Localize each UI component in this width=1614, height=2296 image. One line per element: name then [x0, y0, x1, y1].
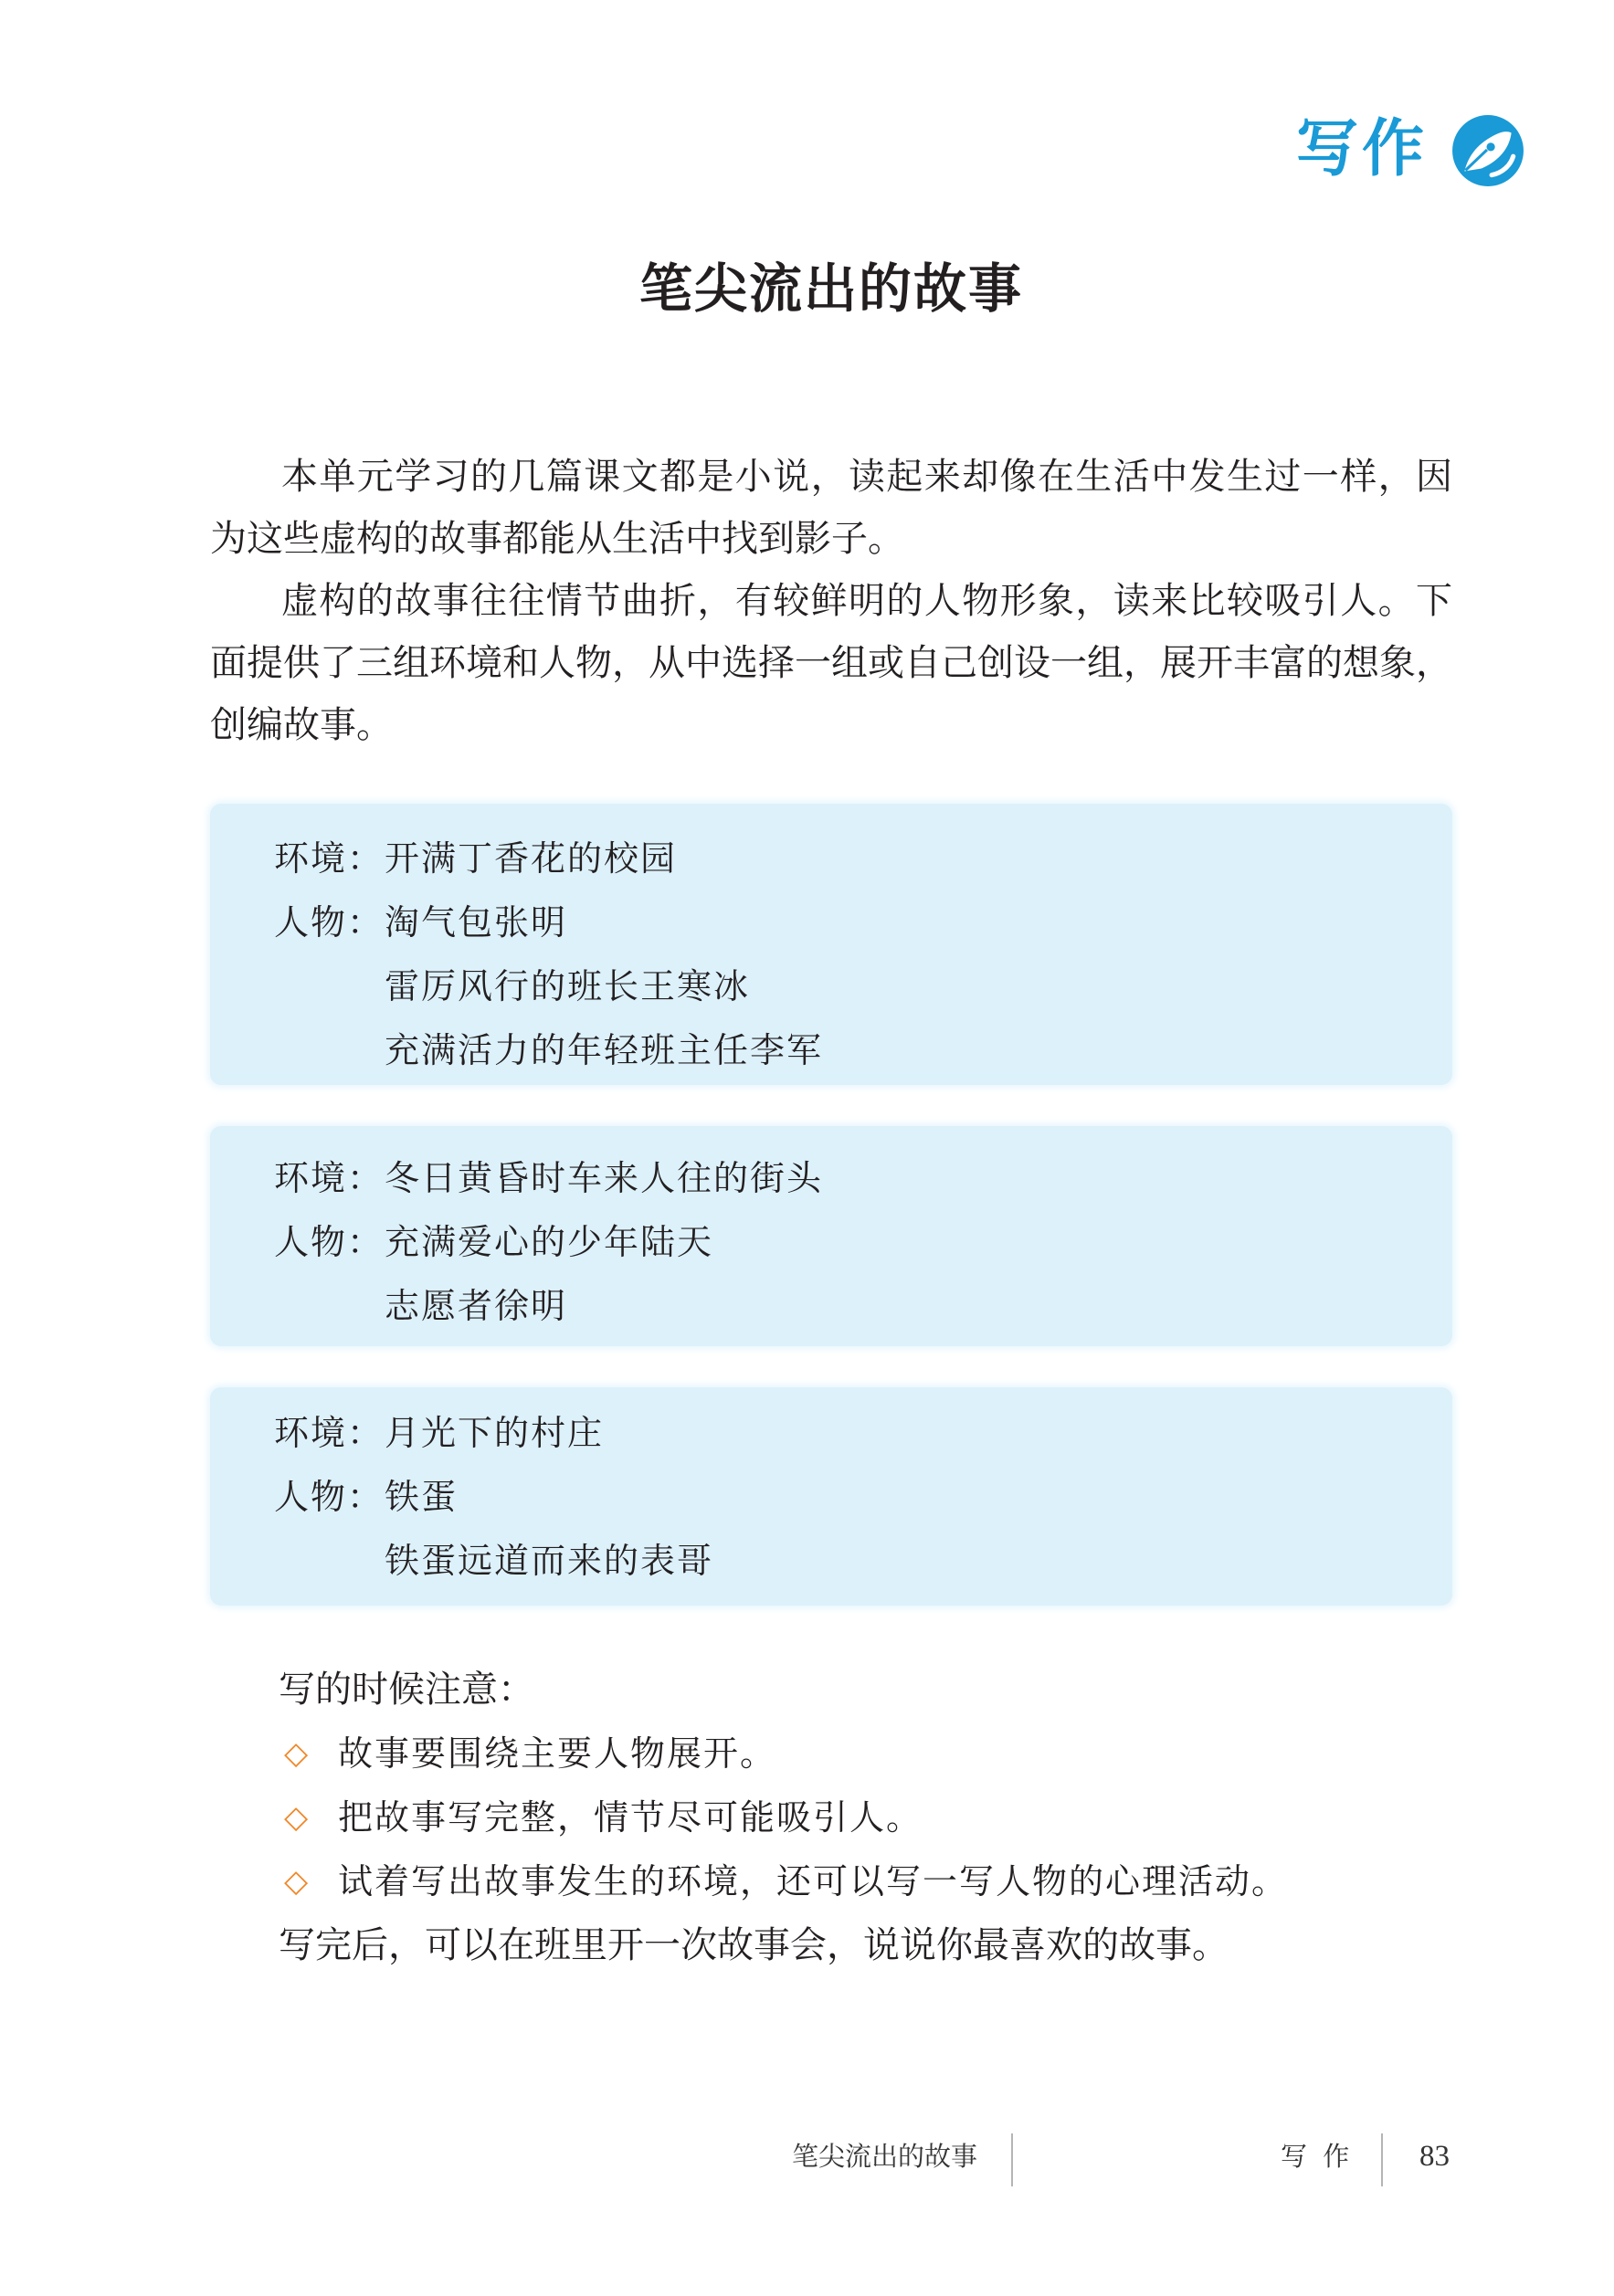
intro-paragraph-2: [210, 570, 1452, 756]
intro-paragraph-1: [210, 446, 1452, 570]
character-name: 充满活力的年轻班主任李军: [385, 1030, 824, 1070]
writing-notes: [279, 1658, 1452, 1977]
scenario-box-1: [210, 804, 1452, 1085]
environment-label: 环境：: [274, 838, 385, 879]
scenario-box-3: [210, 1387, 1452, 1606]
intro-text: [210, 446, 1452, 756]
characters-row: [274, 954, 1452, 1018]
characters-label: 人物：: [274, 1477, 385, 1517]
diamond-bullet-icon: ◇: [284, 1735, 309, 1772]
characters-row: [274, 1018, 1452, 1082]
footer-section: 写 作: [1281, 2141, 1354, 2172]
paragraph-line: 面提供了三组环境和人物，从中选择一组或自己创设一组，展开丰富的想象，: [210, 642, 1452, 684]
characters-row: [274, 1210, 1452, 1274]
page-title: 笔尖流出的故事: [638, 258, 1023, 320]
characters-label: 人物：: [274, 1222, 385, 1262]
footer-divider: [1381, 2133, 1383, 2186]
footer-lesson-title: 笔尖流出的故事: [792, 2141, 978, 2172]
diamond-bullet-icon: ◇: [284, 1863, 309, 1900]
note-item: [279, 1849, 1452, 1913]
pen-nib-icon: [1450, 113, 1525, 188]
environment-value: 冬日黄昏时车来人往的街头: [385, 1158, 824, 1198]
environment-value: 开满丁香花的校园: [385, 838, 678, 879]
paragraph-line: 为这些虚构的故事都能从生活中找到影子。: [210, 518, 904, 560]
character-name: 雷厉风行的班长王寒冰: [385, 966, 751, 1006]
paragraph-line: 创编故事。: [210, 704, 393, 746]
section-label: 写作: [1296, 113, 1429, 185]
note-text: 把故事写完整，情节尽可能吸引人。: [338, 1797, 923, 1838]
characters-row: [274, 1274, 1452, 1338]
environment-row: [274, 1401, 1452, 1465]
environment-value: 月光下的村庄: [385, 1413, 605, 1453]
environment-label: 环境：: [274, 1158, 385, 1198]
note-item: [279, 1785, 1452, 1849]
note-item: [279, 1722, 1452, 1785]
character-name: 充满爱心的少年陆天: [385, 1222, 714, 1262]
environment-row: [274, 827, 1452, 890]
paragraph-line: 本单元学习的几篇课文都是小说，读起来却像在生活中发生过一样，因: [281, 456, 1452, 498]
character-name: 淘气包张明: [385, 902, 568, 943]
character-name: 铁蛋: [385, 1477, 459, 1517]
character-name: 志愿者徐明: [385, 1286, 568, 1326]
character-name: 铁蛋远道而来的表哥: [385, 1541, 714, 1581]
notes-closing: 写完后，可以在班里开一次故事会，说说你最喜欢的故事。: [279, 1924, 1229, 1966]
characters-label: 人物：: [274, 902, 385, 943]
note-text: 试着写出故事发生的环境，还可以写一写人物的心理活动。: [338, 1861, 1289, 1901]
diamond-bullet-icon: ◇: [284, 1799, 309, 1836]
footer-divider: [1011, 2133, 1013, 2186]
notes-heading: 写的时候注意：: [279, 1669, 534, 1711]
characters-row: [274, 1529, 1452, 1593]
paragraph-line: 虚构的故事往往情节曲折，有较鲜明的人物形象，读来比较吸引人。下: [281, 580, 1452, 622]
note-text: 故事要围绕主要人物展开。: [338, 1733, 777, 1774]
page-number: 83: [1419, 2140, 1450, 2173]
characters-row: [274, 890, 1452, 954]
environment-row: [274, 1146, 1452, 1210]
scenario-box-2: [210, 1126, 1452, 1346]
characters-row: [274, 1465, 1452, 1529]
environment-label: 环境：: [274, 1413, 385, 1453]
